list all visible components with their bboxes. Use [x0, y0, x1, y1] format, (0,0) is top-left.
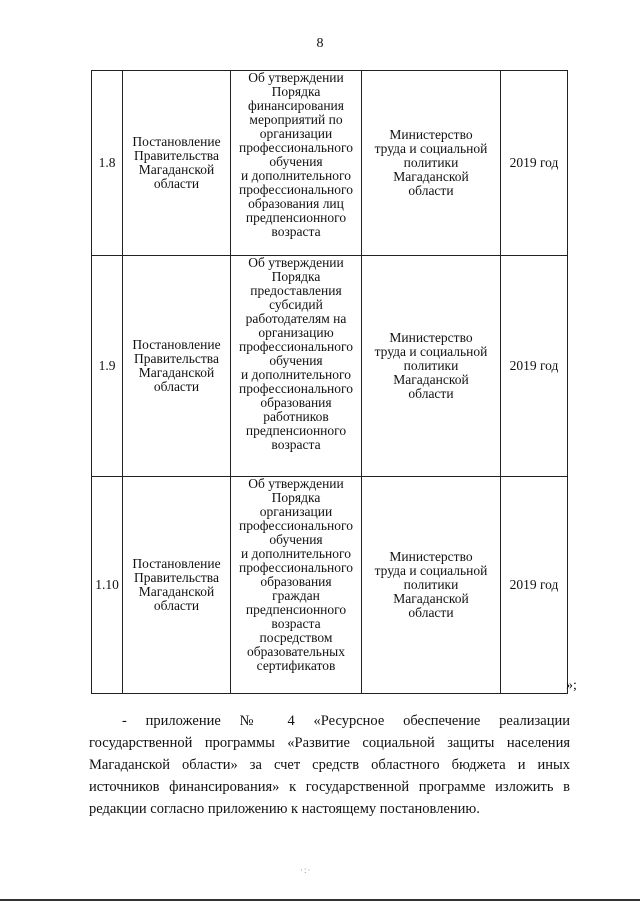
executor: Министерство труда и социальной политики Магаданской области [362, 71, 501, 256]
table-row [92, 477, 568, 694]
deadline: 2019 год [501, 256, 568, 477]
row-number: 1.9 [92, 256, 123, 477]
closing-quote: »; [566, 678, 577, 693]
table-row [92, 256, 568, 477]
document-type: Постановление Правительства Магаданской области [123, 256, 231, 477]
document-title: Об утверждении Порядка предоставления субсидий работодателям на организацию профессионального обучения и дополнительного профессионального образования работников предпенсионного возраста [231, 256, 362, 477]
document-title: Об утверждении Порядка организации профессионального обучения и дополнительного профессионального образования граждан предпенсионного возраста посредством образовательных сертификатов [231, 477, 362, 694]
document-title: Об утверждении Порядка финансирования мероприятий по организации профессионального обучения и дополнительного профессионального образования лиц предпенсионного возраста [231, 71, 362, 256]
executor: Министерство труда и социальной политики Магаданской области [362, 477, 501, 694]
row-number: 1.10 [92, 477, 123, 694]
page-bottom-edge [0, 899, 640, 901]
executor: Министерство труда и социальной политики Магаданской области [362, 256, 501, 477]
row-number: 1.8 [92, 71, 123, 256]
document-type: Постановление Правительства Магаданской области [123, 477, 231, 694]
document-type: Постановление Правительства Магаданской области [123, 71, 231, 256]
deadline: 2019 год [501, 71, 568, 256]
page-number: 8 [316, 36, 324, 51]
scan-mark: ·:· [300, 865, 312, 875]
deadline: 2019 год [501, 477, 568, 694]
measures-table [91, 70, 568, 694]
table-row [92, 71, 568, 256]
body-paragraph: - приложение № 4 «Ресурсное обеспечение реализации государственной программы «Развитие социальной защиты населения Магаданской области» за счет средств областного бюджета и иных источников финансирования» к государственной программе изложить в редакции согласно приложению к настоящему постановлению. [89, 713, 570, 817]
